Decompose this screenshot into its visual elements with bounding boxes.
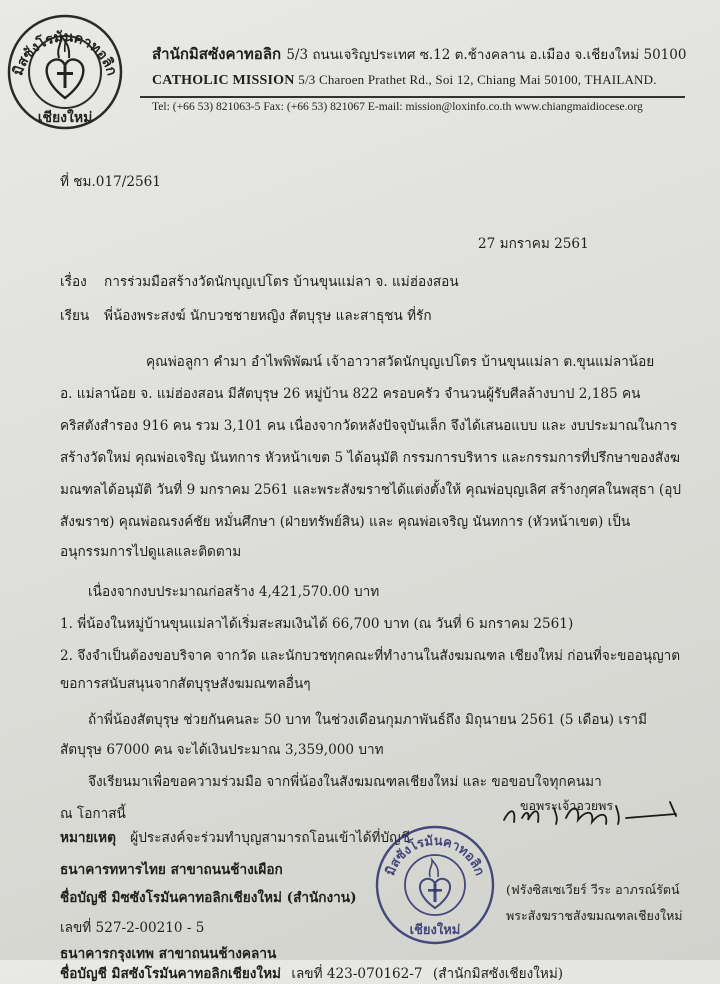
letterhead-contact: Tel: (+66 53) 821063-5 Fax: (+66 53) 821067 E-mail: mission@loxinfo.co.th www.chiangmaidiocese.org: [152, 100, 643, 113]
item-2-line-1: 2. จึงจำเป็นต้องขอบริจาค จากวัด และนักบวชทุกคณะที่ทำงานในสังฆมณฑล เชียงใหม่ ก่อนที่จะขออนุญาต: [60, 648, 681, 664]
calculation-line-2: สัตบุรุษ 67000 คน จะได้เงินประมาณ 3,359,000 บาท: [60, 742, 384, 758]
subject-text: การร่วมมือสร้างวัดนักบุญเปโตร บ้านขุนแม่ลา จ. แม่ฮ่องสอน: [104, 274, 459, 290]
letterhead-english-address: 5/3 Charoen Prathet Rd., Soi 12, Chiang Mai 50100, THAILAND.: [298, 72, 657, 87]
note-line: [60, 826, 410, 848]
letter-date: 27 มกราคม 2561: [478, 236, 589, 252]
letterhead-thai-name: สำนักมิสซังคาทอลิก: [152, 45, 282, 63]
paragraph-line: คริสตังสำรอง 916 คน รวม 3,101 คน เนื่องจากวัดหลังปัจจุบันเล็ก จึงได้เสนอแบบ และ งบประมาณในการ: [60, 418, 678, 434]
bank-1-account-number: เลขที่ 527-2-00210 - 5: [60, 920, 205, 936]
bank-1-name: ธนาคารทหารไทย สาขาถนนช้างเผือก: [60, 862, 283, 878]
svg-text:เชียงใหม่: เชียงใหม่: [37, 110, 93, 126]
letterhead-thai-line: [152, 42, 686, 66]
bank-2-account-number: เลขที่ 423-070162-7: [291, 966, 423, 982]
bank-2-account-name: ชื่อบัญชี มิสซังโรมันคาทอลิกเชียงใหม่: [60, 966, 281, 982]
blessing-text: ขอพระเจ้าอวยพร: [520, 798, 614, 813]
bank-1-account-name: ชื่อบัญชี มิซซังโรมันคาทอลิกเชียงใหม่ (สำนักงาน): [60, 890, 357, 906]
signer-title: พระสังฆราชสังฆมณฑลเชียงใหม่: [506, 908, 683, 923]
handwritten-signature: [500, 778, 690, 838]
paragraph-line: มณฑลได้อนุมัติ วันที่ 9 มกราคม 2561 และพระสังฆราชได้แต่งตั้งให้ คุณพ่อบุญเลิศ สร้างกุศลในพสุธา (อุป: [60, 482, 681, 498]
paragraph-line: อ. แม่ลาน้อย จ. แม่ฮ่องสอน มีสัตบุรุษ 26 หมู่บ้าน 822 ครอบครัว จำนวนผู้รับศีลล้างบาป 2,185 คน: [60, 386, 641, 402]
closing-line-1: จึงเรียนมาเพื่อขอความร่วมมือ จากพี่น้องในสังฆมณฑลเชียงใหม่ และ ขอขอบใจทุกคนมา: [88, 774, 602, 790]
svg-text:มิสซังโรมันคาทอลิก: มิสซังโรมันคาทอลิก: [383, 833, 487, 878]
official-stamp: [372, 822, 498, 948]
paragraph-line: สังฆราช) คุณพ่อณรงค์ชัย หมั่นศึกษา (ฝ่ายทรัพย์สิน) และ คุณพ่อเจริญ นันทการ (หัวหน้าเขต) เป็น: [60, 514, 631, 530]
catholic-mission-seal-logo: [4, 6, 126, 134]
calculation-line-1: ถ้าพี่น้องสัตบุรุษ ช่วยกันคนละ 50 บาท ในช่วงเดือนกุมภาพันธ์ถึง มิถุนายน 2561 (5 เดือน) เรามี: [88, 712, 647, 728]
closing-line-2: ณ โอกาสนี้: [60, 806, 126, 822]
note-label: หมายเหตุ: [60, 830, 116, 846]
paragraph-line: คุณพ่อลูกา คำมา อำไพพิพัฒน์ เจ้าอาวาสวัดนักบุญเปโตร บ้านขุนแม่ลา ต.ขุนแม่ลาน้อย: [146, 354, 655, 370]
bank-2-account-line: [60, 962, 563, 984]
subject-label: เรื่อง: [60, 274, 87, 290]
salutation-text: พี่น้องพระสงฆ์ นักบวชชายหญิง สัตบุรุษ และสาธุชน ที่รัก: [104, 308, 432, 324]
bank-2-tail: (สำนักมิสซังเชียงใหม่): [432, 966, 564, 982]
svg-text:เชียงใหม่: เชียงใหม่: [409, 923, 461, 938]
item-2-line-2: ขอการสนับสนุนจากสัตบุรุษสังฆมณฑลอื่นๆ: [60, 676, 311, 692]
paragraph-line: สร้างวัดใหม่ คุณพ่อเจริญ นันทการ หัวหน้าเขต 5 ได้อนุมัติ กรรมการบริหาร และกรรมการที่ปรึกษาของสังฆ: [60, 450, 680, 466]
salutation-label: เรียน: [60, 308, 90, 324]
letterhead-divider: [140, 96, 685, 98]
reference-number: ที่ ชม.017/2561: [60, 174, 161, 190]
item-1: 1. พี่น้องในหมู่บ้านขุนแม่ลาได้เริ่มสะสมเงินได้ 66,700 บาท (ณ วันที่ 6 มกราคม 2561): [60, 616, 574, 632]
letterhead-english-name: CATHOLIC MISSION: [152, 73, 295, 88]
budget-line: เนื่องจากงบประมาณก่อสร้าง 4,421,570.00 บาท: [88, 584, 380, 600]
paragraph-line: อนุกรรมการไปดูแลและติดตาม: [60, 544, 242, 560]
bank-2-name: ธนาคารกรุงเทพ สาขาถนนช้างคลาน: [60, 946, 277, 962]
svg-text:มิสซังโรมันคาทอลิก: มิสซังโรมันคาทอลิก: [10, 29, 120, 78]
letterhead-thai-address: 5/3 ถนนเจริญประเทศ ซ.12 ต.ช้างคลาน อ.เมือง จ.เชียงใหม่ 50100: [286, 47, 687, 63]
signer-name: (ฟรังซิสเซเวียร์ วีระ อาภรณ์รัตน์: [506, 882, 680, 897]
letterhead-english-line: [152, 72, 657, 89]
note-text: ผู้ประสงค์จะร่วมทำบุญสามารถโอนเข้าได้ที่บัญชี: [130, 830, 410, 846]
